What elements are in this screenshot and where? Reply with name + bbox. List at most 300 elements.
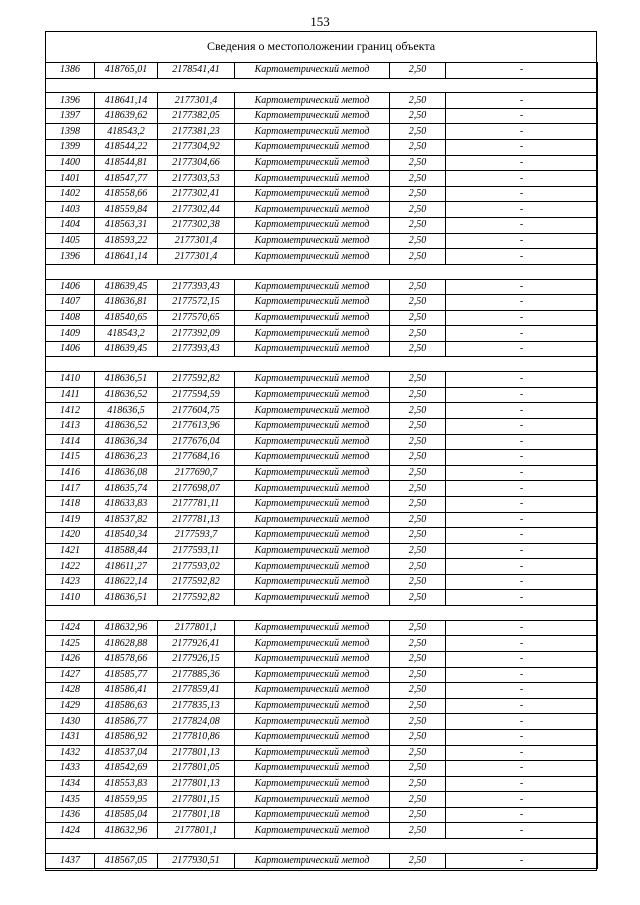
- accuracy-cell: 2,50: [390, 140, 446, 156]
- table-row: [46, 155, 598, 171]
- table-row: [46, 620, 598, 636]
- point-number-cell: 1424: [46, 620, 95, 636]
- point-number-cell: 1411: [46, 387, 95, 403]
- y-coordinate-cell: 2177572,15: [158, 295, 235, 311]
- description-cell: -: [446, 63, 598, 79]
- method-cell: Картометрический метод: [235, 279, 390, 295]
- method-cell: Картометрический метод: [235, 202, 390, 218]
- x-coordinate-cell: 418543,2: [95, 124, 158, 140]
- boundary-points-table: [45, 62, 598, 869]
- separator-row: [46, 839, 598, 854]
- separator-row: [46, 357, 598, 372]
- accuracy-cell: 2,50: [390, 186, 446, 202]
- method-cell: Картометрический метод: [235, 124, 390, 140]
- accuracy-cell: 2,50: [390, 233, 446, 249]
- description-cell: -: [446, 481, 598, 497]
- x-coordinate-cell: 418636,52: [95, 387, 158, 403]
- description-cell: -: [446, 496, 598, 512]
- x-coordinate-cell: 418636,51: [95, 590, 158, 606]
- description-cell: -: [446, 218, 598, 234]
- table-row: [46, 559, 598, 575]
- table-row: [46, 465, 598, 481]
- table-row: [46, 683, 598, 699]
- description-cell: -: [446, 574, 598, 590]
- table-row: [46, 171, 598, 187]
- method-cell: Картометрический метод: [235, 698, 390, 714]
- table-row: [46, 279, 598, 295]
- accuracy-cell: 2,50: [390, 63, 446, 79]
- method-cell: Картометрический метод: [235, 171, 390, 187]
- y-coordinate-cell: 2177801,13: [158, 745, 235, 761]
- method-cell: Картометрический метод: [235, 620, 390, 636]
- table-row: [46, 434, 598, 450]
- x-coordinate-cell: 418543,2: [95, 326, 158, 342]
- method-cell: Картометрический метод: [235, 108, 390, 124]
- y-coordinate-cell: 2177926,41: [158, 636, 235, 652]
- x-coordinate-cell: 418586,63: [95, 698, 158, 714]
- method-cell: Картометрический метод: [235, 434, 390, 450]
- point-number-cell: 1431: [46, 729, 95, 745]
- accuracy-cell: 2,50: [390, 310, 446, 326]
- y-coordinate-cell: 2177824,08: [158, 714, 235, 730]
- y-coordinate-cell: 2177613,96: [158, 418, 235, 434]
- description-cell: -: [446, 559, 598, 575]
- x-coordinate-cell: 418636,51: [95, 372, 158, 388]
- accuracy-cell: 2,50: [390, 590, 446, 606]
- y-coordinate-cell: 2178541,41: [158, 63, 235, 79]
- y-coordinate-cell: 2177885,36: [158, 667, 235, 683]
- description-cell: -: [446, 387, 598, 403]
- y-coordinate-cell: 2177930,51: [158, 853, 235, 869]
- x-coordinate-cell: 418635,74: [95, 481, 158, 497]
- y-coordinate-cell: 2177801,1: [158, 823, 235, 839]
- x-coordinate-cell: 418639,62: [95, 108, 158, 124]
- table-row: [46, 574, 598, 590]
- x-coordinate-cell: 418636,81: [95, 295, 158, 311]
- description-cell: -: [446, 620, 598, 636]
- description-cell: -: [446, 418, 598, 434]
- x-coordinate-cell: 418641,14: [95, 93, 158, 109]
- separator-row: [46, 264, 598, 279]
- table-row: [46, 326, 598, 342]
- method-cell: Картометрический метод: [235, 543, 390, 559]
- point-number-cell: 1413: [46, 418, 95, 434]
- x-coordinate-cell: 418559,95: [95, 792, 158, 808]
- accuracy-cell: 2,50: [390, 574, 446, 590]
- accuracy-cell: 2,50: [390, 171, 446, 187]
- separator-cell: [46, 78, 598, 93]
- separator-row: [46, 606, 598, 621]
- x-coordinate-cell: 418636,52: [95, 418, 158, 434]
- y-coordinate-cell: 2177604,75: [158, 403, 235, 419]
- point-number-cell: 1433: [46, 761, 95, 777]
- method-cell: Картометрический метод: [235, 310, 390, 326]
- x-coordinate-cell: 418765,01: [95, 63, 158, 79]
- separator-cell: [46, 606, 598, 621]
- method-cell: Картометрический метод: [235, 155, 390, 171]
- method-cell: Картометрический метод: [235, 326, 390, 342]
- table-row: [46, 218, 598, 234]
- point-number-cell: 1399: [46, 140, 95, 156]
- accuracy-cell: 2,50: [390, 496, 446, 512]
- description-cell: -: [446, 651, 598, 667]
- description-cell: -: [446, 683, 598, 699]
- accuracy-cell: 2,50: [390, 543, 446, 559]
- method-cell: Картометрический метод: [235, 651, 390, 667]
- point-number-cell: 1428: [46, 683, 95, 699]
- y-coordinate-cell: 2177859,41: [158, 683, 235, 699]
- table-row: [46, 792, 598, 808]
- table-row: [46, 450, 598, 466]
- table-row: [46, 295, 598, 311]
- description-cell: -: [446, 434, 598, 450]
- point-number-cell: 1410: [46, 590, 95, 606]
- table-row: [46, 496, 598, 512]
- method-cell: Картометрический метод: [235, 372, 390, 388]
- x-coordinate-cell: 418633,83: [95, 496, 158, 512]
- point-number-cell: 1414: [46, 434, 95, 450]
- method-cell: Картометрический метод: [235, 249, 390, 265]
- x-coordinate-cell: 418636,34: [95, 434, 158, 450]
- point-number-cell: 1400: [46, 155, 95, 171]
- separator-cell: [46, 264, 598, 279]
- x-coordinate-cell: 418540,34: [95, 528, 158, 544]
- x-coordinate-cell: 418611,27: [95, 559, 158, 575]
- y-coordinate-cell: 2177592,82: [158, 372, 235, 388]
- x-coordinate-cell: 418585,04: [95, 807, 158, 823]
- description-cell: -: [446, 528, 598, 544]
- table-row: [46, 853, 598, 869]
- y-coordinate-cell: 2177593,11: [158, 543, 235, 559]
- method-cell: Картометрический метод: [235, 714, 390, 730]
- method-cell: Картометрический метод: [235, 559, 390, 575]
- y-coordinate-cell: 2177303,53: [158, 171, 235, 187]
- x-coordinate-cell: 418586,41: [95, 683, 158, 699]
- accuracy-cell: 2,50: [390, 218, 446, 234]
- y-coordinate-cell: 2177698,07: [158, 481, 235, 497]
- description-cell: -: [446, 171, 598, 187]
- x-coordinate-cell: 418632,96: [95, 620, 158, 636]
- accuracy-cell: 2,50: [390, 465, 446, 481]
- y-coordinate-cell: 2177594,59: [158, 387, 235, 403]
- point-number-cell: 1416: [46, 465, 95, 481]
- accuracy-cell: 2,50: [390, 279, 446, 295]
- x-coordinate-cell: 418578,66: [95, 651, 158, 667]
- accuracy-cell: 2,50: [390, 202, 446, 218]
- method-cell: Картометрический метод: [235, 853, 390, 869]
- table-row: [46, 186, 598, 202]
- table-row: [46, 387, 598, 403]
- y-coordinate-cell: 2177593,7: [158, 528, 235, 544]
- table-row: [46, 202, 598, 218]
- accuracy-cell: 2,50: [390, 683, 446, 699]
- x-coordinate-cell: 418553,83: [95, 776, 158, 792]
- point-number-cell: 1427: [46, 667, 95, 683]
- method-cell: Картометрический метод: [235, 93, 390, 109]
- method-cell: Картометрический метод: [235, 823, 390, 839]
- point-number-cell: 1417: [46, 481, 95, 497]
- point-number-cell: 1401: [46, 171, 95, 187]
- table-row: [46, 512, 598, 528]
- method-cell: Картометрический метод: [235, 729, 390, 745]
- y-coordinate-cell: 2177592,82: [158, 590, 235, 606]
- method-cell: Картометрический метод: [235, 761, 390, 777]
- table-row: [46, 403, 598, 419]
- accuracy-cell: 2,50: [390, 108, 446, 124]
- accuracy-cell: 2,50: [390, 93, 446, 109]
- point-number-cell: 1436: [46, 807, 95, 823]
- point-number-cell: 1435: [46, 792, 95, 808]
- x-coordinate-cell: 418636,5: [95, 403, 158, 419]
- point-number-cell: 1404: [46, 218, 95, 234]
- point-number-cell: 1426: [46, 651, 95, 667]
- y-coordinate-cell: 2177392,09: [158, 326, 235, 342]
- method-cell: Картометрический метод: [235, 481, 390, 497]
- point-number-cell: 1403: [46, 202, 95, 218]
- x-coordinate-cell: 418636,08: [95, 465, 158, 481]
- description-cell: -: [446, 155, 598, 171]
- point-number-cell: 1419: [46, 512, 95, 528]
- table-row: [46, 528, 598, 544]
- point-number-cell: 1424: [46, 823, 95, 839]
- point-number-cell: 1398: [46, 124, 95, 140]
- accuracy-cell: 2,50: [390, 792, 446, 808]
- description-cell: -: [446, 202, 598, 218]
- point-number-cell: 1429: [46, 698, 95, 714]
- y-coordinate-cell: 2177381,23: [158, 124, 235, 140]
- x-coordinate-cell: 418547,77: [95, 171, 158, 187]
- description-cell: -: [446, 776, 598, 792]
- y-coordinate-cell: 2177801,1: [158, 620, 235, 636]
- y-coordinate-cell: 2177393,43: [158, 341, 235, 357]
- x-coordinate-cell: 418641,14: [95, 249, 158, 265]
- x-coordinate-cell: 418585,77: [95, 667, 158, 683]
- x-coordinate-cell: 418540,65: [95, 310, 158, 326]
- table-row: [46, 714, 598, 730]
- method-cell: Картометрический метод: [235, 574, 390, 590]
- description-cell: -: [446, 636, 598, 652]
- table-row: [46, 807, 598, 823]
- y-coordinate-cell: 2177676,04: [158, 434, 235, 450]
- table-row: [46, 636, 598, 652]
- table-row: [46, 140, 598, 156]
- accuracy-cell: 2,50: [390, 450, 446, 466]
- method-cell: Картометрический метод: [235, 450, 390, 466]
- point-number-cell: 1412: [46, 403, 95, 419]
- point-number-cell: 1409: [46, 326, 95, 342]
- description-cell: -: [446, 807, 598, 823]
- method-cell: Картометрический метод: [235, 792, 390, 808]
- point-number-cell: 1396: [46, 249, 95, 265]
- description-cell: -: [446, 853, 598, 869]
- point-number-cell: 1420: [46, 528, 95, 544]
- table-row: [46, 776, 598, 792]
- separator-cell: [46, 839, 598, 854]
- y-coordinate-cell: 2177781,11: [158, 496, 235, 512]
- table-row: [46, 543, 598, 559]
- x-coordinate-cell: 418544,22: [95, 140, 158, 156]
- method-cell: Картометрический метод: [235, 403, 390, 419]
- table-row: [46, 761, 598, 777]
- table-row: [46, 667, 598, 683]
- method-cell: Картометрический метод: [235, 528, 390, 544]
- table-row: [46, 651, 598, 667]
- method-cell: Картометрический метод: [235, 683, 390, 699]
- method-cell: Картометрический метод: [235, 745, 390, 761]
- table-row: [46, 590, 598, 606]
- accuracy-cell: 2,50: [390, 124, 446, 140]
- description-cell: -: [446, 590, 598, 606]
- point-number-cell: 1397: [46, 108, 95, 124]
- description-cell: -: [446, 93, 598, 109]
- accuracy-cell: 2,50: [390, 528, 446, 544]
- table-row: [46, 233, 598, 249]
- x-coordinate-cell: 418586,77: [95, 714, 158, 730]
- accuracy-cell: 2,50: [390, 807, 446, 823]
- description-cell: -: [446, 698, 598, 714]
- point-number-cell: 1386: [46, 63, 95, 79]
- x-coordinate-cell: 418567,05: [95, 853, 158, 869]
- table-row: [46, 729, 598, 745]
- accuracy-cell: 2,50: [390, 481, 446, 497]
- point-number-cell: 1407: [46, 295, 95, 311]
- y-coordinate-cell: 2177301,4: [158, 249, 235, 265]
- method-cell: Картометрический метод: [235, 667, 390, 683]
- method-cell: Картометрический метод: [235, 387, 390, 403]
- point-number-cell: 1422: [46, 559, 95, 575]
- table-title: Сведения о местоположении границ объекта: [206, 39, 436, 53]
- description-cell: -: [446, 279, 598, 295]
- y-coordinate-cell: 2177801,18: [158, 807, 235, 823]
- method-cell: Картометрический метод: [235, 807, 390, 823]
- description-cell: -: [446, 729, 598, 745]
- accuracy-cell: 2,50: [390, 853, 446, 869]
- method-cell: Картометрический метод: [235, 186, 390, 202]
- point-number-cell: 1408: [46, 310, 95, 326]
- accuracy-cell: 2,50: [390, 667, 446, 683]
- x-coordinate-cell: 418593,22: [95, 233, 158, 249]
- accuracy-cell: 2,50: [390, 761, 446, 777]
- point-number-cell: 1432: [46, 745, 95, 761]
- description-cell: -: [446, 140, 598, 156]
- x-coordinate-cell: 418639,45: [95, 341, 158, 357]
- description-cell: -: [446, 465, 598, 481]
- accuracy-cell: 2,50: [390, 434, 446, 450]
- method-cell: Картометрический метод: [235, 512, 390, 528]
- y-coordinate-cell: 2177302,38: [158, 218, 235, 234]
- description-cell: -: [446, 512, 598, 528]
- description-cell: -: [446, 372, 598, 388]
- point-number-cell: 1410: [46, 372, 95, 388]
- accuracy-cell: 2,50: [390, 651, 446, 667]
- method-cell: Картометрический метод: [235, 295, 390, 311]
- table-row: [46, 249, 598, 265]
- x-coordinate-cell: 418537,82: [95, 512, 158, 528]
- method-cell: Картометрический метод: [235, 233, 390, 249]
- table-row: [46, 63, 598, 79]
- accuracy-cell: 2,50: [390, 620, 446, 636]
- accuracy-cell: 2,50: [390, 512, 446, 528]
- point-number-cell: 1421: [46, 543, 95, 559]
- description-cell: -: [446, 249, 598, 265]
- description-cell: -: [446, 761, 598, 777]
- description-cell: -: [446, 543, 598, 559]
- point-number-cell: 1396: [46, 93, 95, 109]
- x-coordinate-cell: 418559,84: [95, 202, 158, 218]
- y-coordinate-cell: 2177593,02: [158, 559, 235, 575]
- table-row: [46, 124, 598, 140]
- y-coordinate-cell: 2177301,4: [158, 233, 235, 249]
- accuracy-cell: 2,50: [390, 372, 446, 388]
- description-cell: -: [446, 186, 598, 202]
- y-coordinate-cell: 2177801,05: [158, 761, 235, 777]
- method-cell: Картометрический метод: [235, 496, 390, 512]
- y-coordinate-cell: 2177393,43: [158, 279, 235, 295]
- method-cell: Картометрический метод: [235, 418, 390, 434]
- description-cell: -: [446, 403, 598, 419]
- description-cell: -: [446, 108, 598, 124]
- method-cell: Картометрический метод: [235, 218, 390, 234]
- x-coordinate-cell: 418628,88: [95, 636, 158, 652]
- y-coordinate-cell: 2177835,13: [158, 698, 235, 714]
- x-coordinate-cell: 418622,14: [95, 574, 158, 590]
- x-coordinate-cell: 418588,44: [95, 543, 158, 559]
- table-row: [46, 108, 598, 124]
- point-number-cell: 1418: [46, 496, 95, 512]
- accuracy-cell: 2,50: [390, 714, 446, 730]
- point-number-cell: 1430: [46, 714, 95, 730]
- description-cell: -: [446, 450, 598, 466]
- accuracy-cell: 2,50: [390, 729, 446, 745]
- description-cell: -: [446, 341, 598, 357]
- method-cell: Картометрический метод: [235, 776, 390, 792]
- description-cell: -: [446, 745, 598, 761]
- accuracy-cell: 2,50: [390, 341, 446, 357]
- description-cell: -: [446, 124, 598, 140]
- x-coordinate-cell: 418542,69: [95, 761, 158, 777]
- point-number-cell: 1415: [46, 450, 95, 466]
- y-coordinate-cell: 2177684,16: [158, 450, 235, 466]
- separator-cell: [46, 357, 598, 372]
- description-cell: -: [446, 326, 598, 342]
- accuracy-cell: 2,50: [390, 295, 446, 311]
- x-coordinate-cell: 418537,04: [95, 745, 158, 761]
- y-coordinate-cell: 2177304,66: [158, 155, 235, 171]
- point-number-cell: 1434: [46, 776, 95, 792]
- method-cell: Картометрический метод: [235, 341, 390, 357]
- point-number-cell: 1423: [46, 574, 95, 590]
- y-coordinate-cell: 2177302,41: [158, 186, 235, 202]
- y-coordinate-cell: 2177570,65: [158, 310, 235, 326]
- method-cell: Картометрический метод: [235, 140, 390, 156]
- x-coordinate-cell: 418558,66: [95, 186, 158, 202]
- x-coordinate-cell: 418544,81: [95, 155, 158, 171]
- page-number: 153: [310, 14, 330, 29]
- y-coordinate-cell: 2177301,4: [158, 93, 235, 109]
- table-row: [46, 341, 598, 357]
- method-cell: Картометрический метод: [235, 63, 390, 79]
- table-row: [46, 823, 598, 839]
- table-row: [46, 745, 598, 761]
- point-number-cell: 1405: [46, 233, 95, 249]
- description-cell: -: [446, 233, 598, 249]
- accuracy-cell: 2,50: [390, 823, 446, 839]
- x-coordinate-cell: 418563,31: [95, 218, 158, 234]
- method-cell: Картометрический метод: [235, 590, 390, 606]
- accuracy-cell: 2,50: [390, 387, 446, 403]
- table-row: [46, 310, 598, 326]
- point-number-cell: 1402: [46, 186, 95, 202]
